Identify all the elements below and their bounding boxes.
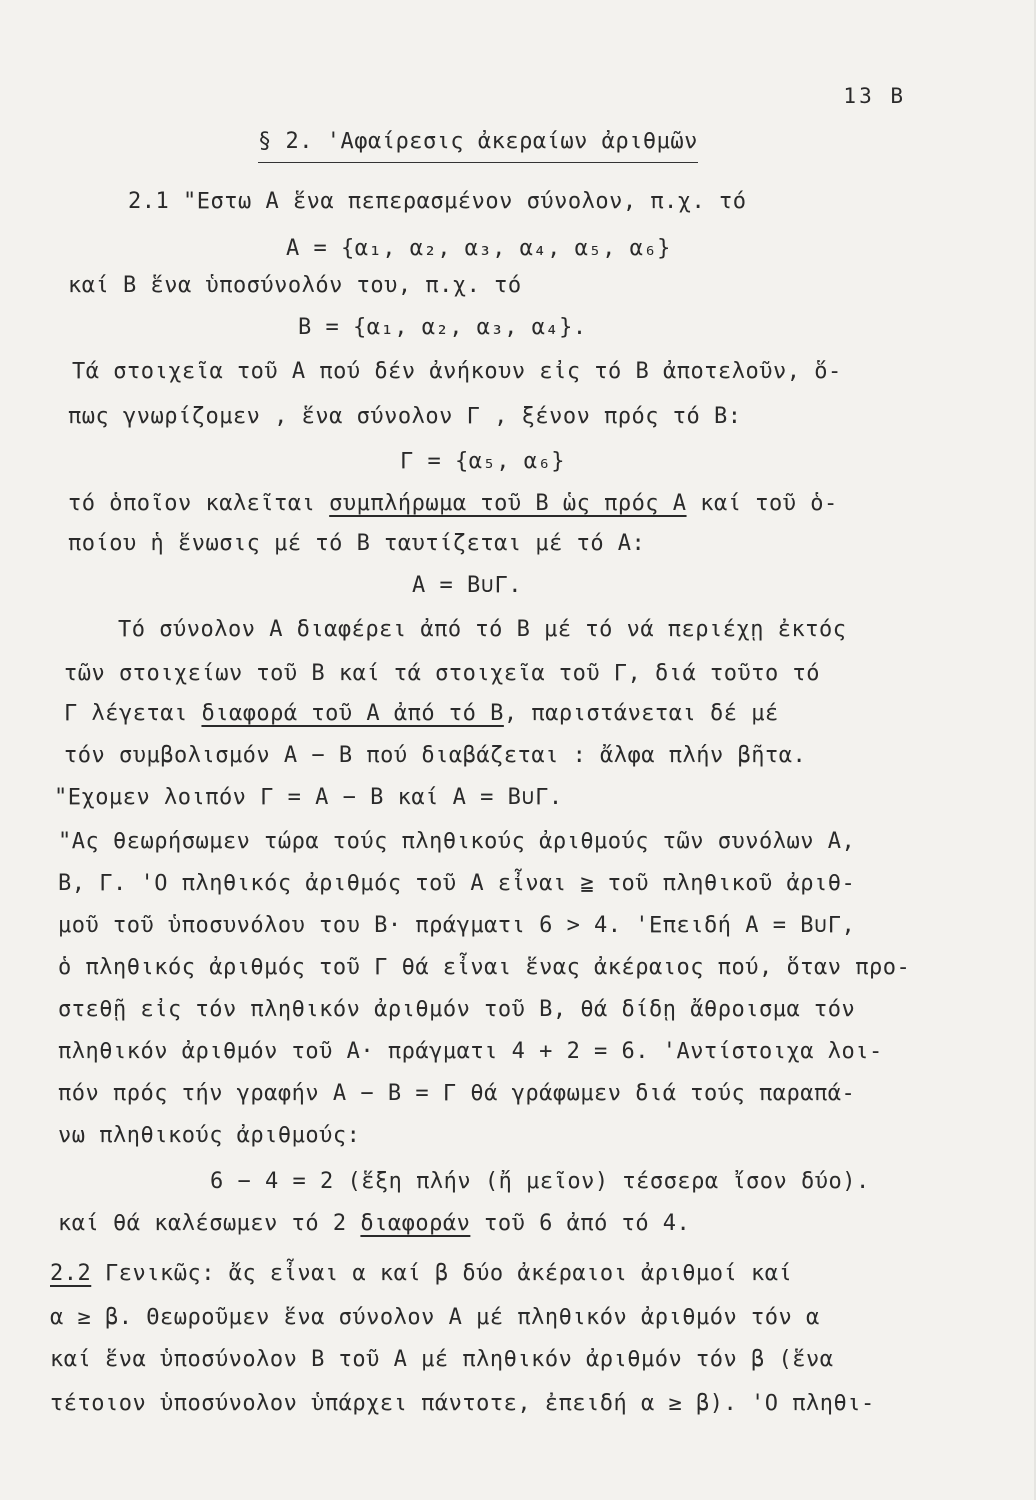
- section-title: § 2. 'Αφαίρεσις ἀκεραίων ἀριθμῶν: [258, 128, 698, 163]
- text-line: B, Γ. 'Ο πληθικός ἀριθμός τοῦ A εἶναι ≧ τοῦ πληθικοῦ ἀριθ-: [58, 871, 856, 896]
- text-line: Τά στοιχεῖα τοῦ A πού δέν ἀνήκουν εἰς τό B ἀποτελοῦν, ὅ-: [72, 359, 842, 384]
- text-line: 2.1 "Εστω A ἕνα πεπερασμένον σύνολον, π.χ. τό: [128, 189, 747, 214]
- difference-example: 6 − 4 = 2 (ἕξη πλήν (ἤ μεῖον) τέσσερα ἴσον δύο).: [210, 1169, 870, 1194]
- text-line: πως γνωρίζομεν , ἕνα σύνολον Γ , ξένον πρός τό B:: [68, 404, 742, 429]
- term-difference-number: διαφοράν: [360, 1211, 471, 1236]
- text-line: "Ας θεωρήσωμεν τώρα τούς πληθικούς ἀριθμούς τῶν συνόλων A,: [58, 829, 856, 854]
- union-formula: A = B∪Γ.: [412, 573, 522, 598]
- text-line: πληθικόν ἀριθμόν τοῦ A· πράγματι 4 + 2 = 6. 'Αντίστοιχα λοι-: [58, 1039, 883, 1064]
- text-line: Τό σύνολον A διαφέρει ἀπό τό B μέ τό νά περιέχῃ ἐκτός: [118, 617, 847, 642]
- text-line: τόν συμβολισμόν A − B πού διαβάζεται : ἄλφα πλήν βῆτα.: [64, 743, 807, 768]
- text-line: ποίου ἡ ἕνωσις μέ τό B ταυτίζεται μέ τό A:: [68, 531, 646, 556]
- text-line: στεθῇ εἰς τόν πληθικόν ἀριθμόν τοῦ B, θά δίδῃ ἄθροισμα τόν: [58, 997, 856, 1022]
- set-gamma-formula: Γ = {α₅, α₆}: [400, 449, 565, 474]
- set-b-formula: B = {α₁, α₂, α₃, α₄}.: [298, 315, 587, 340]
- text-line: καί θά καλέσωμεν τό 2 διαφοράν τοῦ 6 ἀπό τό 4.: [58, 1211, 691, 1236]
- set-a-formula: A = {α₁, α₂, α₃, α₄, α₅, α₆}: [286, 236, 671, 261]
- text-line: καί B ἕνα ὑποσύνολόν του, π.χ. τό: [68, 273, 522, 298]
- text-line: Γ λέγεται διαφορά τοῦ A ἀπό τό B, παριστάνεται δέ μέ: [64, 701, 779, 726]
- text-line: ὁ πληθικός ἀριθμός τοῦ Γ θά εἶναι ἕνας ἀκέραιος πού, ὅταν προ-: [58, 955, 911, 980]
- term-complement: συμπλήρωμα τοῦ B ὡς πρός A: [329, 491, 687, 516]
- text-line: πόν πρός τήν γραφήν A − B = Γ θά γράφωμεν διά τούς παραπά-: [58, 1081, 856, 1106]
- text-line: τό ὁποῖον καλεῖται συμπλήρωμα τοῦ B ὡς πρός A καί τοῦ ὁ-: [68, 491, 838, 516]
- subsection-number: 2.2: [50, 1261, 92, 1286]
- text-line: νω πληθικούς ἀριθμούς:: [58, 1123, 361, 1148]
- text-line: 2.2 Γενικῶς: ἄς εἶναι α καί β δύο ἀκέραιοι ἀριθμοί καί: [50, 1261, 793, 1286]
- text-line: καί ἕνα ὑποσύνολον B τοῦ A μέ πληθικόν ἀριθμόν τόν β (ἕνα: [50, 1347, 834, 1372]
- term-difference: διαφορά τοῦ A ἀπό τό B: [201, 701, 504, 726]
- text-line: τῶν στοιχείων τοῦ B καί τά στοιχεῖα τοῦ Γ, διά τοῦτο τό: [64, 661, 820, 686]
- text-line: "Εχομεν λοιπόν Γ = A − B καί A = B∪Γ.: [54, 785, 563, 810]
- text-line: τέτοιον ὑποσύνολον ὑπάρχει πάντοτε, ἐπειδή α ≥ β). 'Ο πληθι-: [50, 1391, 875, 1416]
- page-number: 13 B: [843, 84, 906, 108]
- text-line: α ≥ β. Θεωροῦμεν ἕνα σύνολον A μέ πληθικόν ἀριθμόν τόν α: [50, 1305, 820, 1330]
- text-line: μοῦ τοῦ ὑποσυνόλου του B· πράγματι 6 > 4. 'Επειδή A = B∪Γ,: [58, 913, 856, 938]
